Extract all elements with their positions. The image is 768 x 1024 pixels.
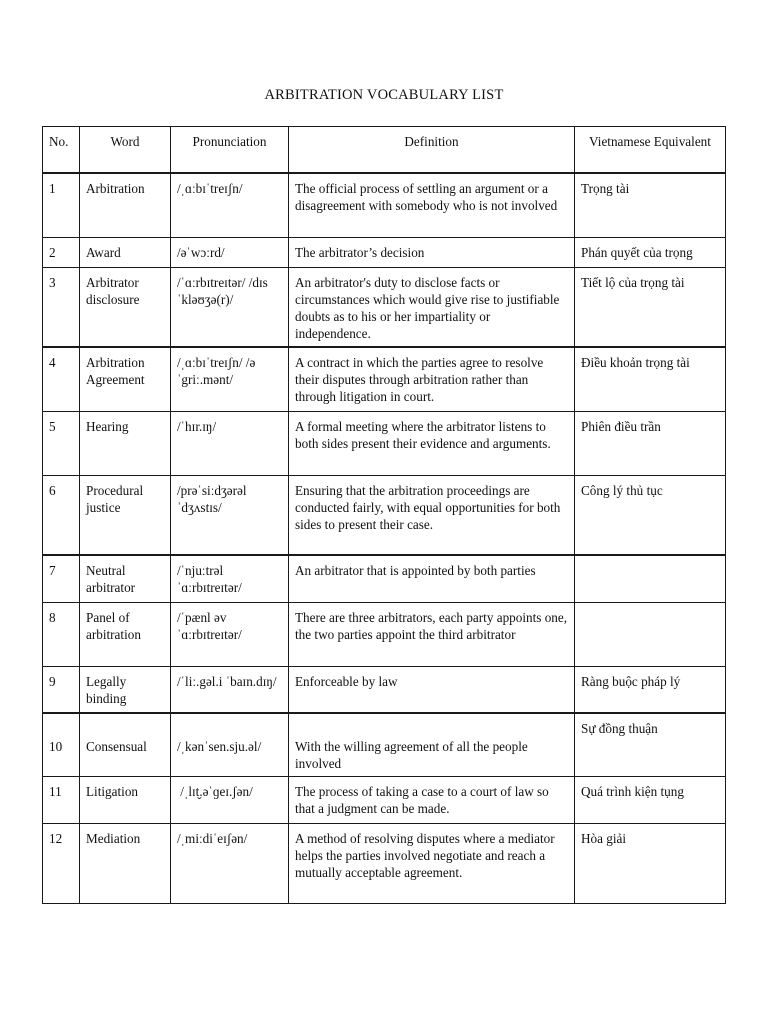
row-pronunciation: /ˌmiːdiˈeɪʃən/ — [171, 824, 289, 904]
table-row — [43, 173, 726, 237]
row-pronunciation: /prəˈsiːdʒərəl ˈdʒʌstɪs/ — [171, 475, 289, 555]
row-pronunciation: /ˈhɪr.ɪŋ/ — [171, 411, 289, 475]
row-number: 9 — [43, 666, 80, 713]
row-pronunciation: /ˌlɪt̬.əˈɡeɪ.ʃən/ — [171, 777, 289, 824]
table-row — [43, 666, 726, 713]
row-word: Arbitration Agreement — [80, 347, 171, 411]
header-pronunciation: Pronunciation — [171, 127, 289, 174]
row-word: Mediation — [80, 824, 171, 904]
row-pronunciation: /ˌɑːbɪˈtreɪʃn/ — [171, 173, 289, 237]
row-number: 12 — [43, 824, 80, 904]
vocabulary-rows — [43, 173, 726, 904]
row-definition: The arbitrator’s decision — [289, 237, 575, 267]
header-vietnamese: Vietnamese Equivalent — [575, 127, 726, 174]
row-vietnamese: Công lý thủ tục — [575, 475, 726, 555]
row-number: 3 — [43, 267, 80, 347]
table-row — [43, 602, 726, 666]
row-vietnamese: Phán quyết của trọng — [575, 237, 726, 267]
table-row — [43, 824, 726, 904]
row-definition: With the willing agreement of all the people involved — [289, 713, 575, 777]
row-vietnamese: Phiên điều trần — [575, 411, 726, 475]
table-row — [43, 475, 726, 555]
table-row — [43, 237, 726, 267]
page-title: ARBITRATION VOCABULARY LIST — [264, 87, 504, 103]
row-vietnamese: Điều khoản trọng tài — [575, 347, 726, 411]
row-definition: Enforceable by law — [289, 666, 575, 713]
row-definition: The official process of settling an argument or a disagreement with somebody who is not involved — [289, 173, 575, 237]
row-pronunciation: /ˌkənˈsen.sju.əl/ — [171, 713, 289, 777]
header-no: No. — [43, 127, 80, 174]
row-number: 4 — [43, 347, 80, 411]
row-word: Consensual — [80, 713, 171, 777]
row-word: Procedural justice — [80, 475, 171, 555]
row-number: 7 — [43, 555, 80, 602]
row-pronunciation: /ˈliː.gəl.i ˈbaɪn.dɪŋ/ — [171, 666, 289, 713]
row-vietnamese: Hòa giải — [575, 824, 726, 904]
row-definition: Ensuring that the arbitration proceedings are conducted fairly, with equal opportunities for both sides to present their case. — [289, 475, 575, 555]
table-row — [43, 411, 726, 475]
table-header-row — [43, 127, 726, 174]
row-definition: An arbitrator that is appointed by both parties — [289, 555, 575, 602]
row-definition: A method of resolving disputes where a mediator helps the parties involved negotiate and reach a mutually acceptable agreement. — [289, 824, 575, 904]
table-row — [43, 267, 726, 347]
row-vietnamese: Tiết lộ của trọng tài — [575, 267, 726, 347]
table-row — [43, 713, 726, 777]
row-number: 6 — [43, 475, 80, 555]
row-word: Legally binding — [80, 666, 171, 713]
row-vietnamese: Sự đồng thuận — [575, 713, 726, 777]
row-word: Award — [80, 237, 171, 267]
row-vietnamese — [575, 602, 726, 666]
row-number: 11 — [43, 777, 80, 824]
row-definition: There are three arbitrators, each party appoints one, the two parties appoint the third arbitrator — [289, 602, 575, 666]
table-row — [43, 777, 726, 824]
row-pronunciation: /ˌɑːbɪˈtreɪʃn/ /əˈgriː.mənt/ — [171, 347, 289, 411]
row-number: 10 — [43, 713, 80, 777]
row-vietnamese: Ràng buộc pháp lý — [575, 666, 726, 713]
header-definition: Definition — [289, 127, 575, 174]
row-definition: A formal meeting where the arbitrator listens to both sides present their evidence and arguments. — [289, 411, 575, 475]
row-pronunciation: /əˈwɔːrd/ — [171, 237, 289, 267]
row-definition: A contract in which the parties agree to resolve their disputes through arbitration rather than through litigation in court. — [289, 347, 575, 411]
row-vietnamese: Quá trình kiện tụng — [575, 777, 726, 824]
row-number: 5 — [43, 411, 80, 475]
row-pronunciation: /ˈpænl əv ˈɑːrbɪtreɪtər/ — [171, 602, 289, 666]
row-word: Hearing — [80, 411, 171, 475]
row-vietnamese — [575, 555, 726, 602]
row-number: 8 — [43, 602, 80, 666]
row-word: Arbitrator disclosure — [80, 267, 171, 347]
row-pronunciation: /ˈnjuːtrəl ˈɑːrbɪtreɪtər/ — [171, 555, 289, 602]
table-row — [43, 347, 726, 411]
row-word: Litigation — [80, 777, 171, 824]
row-word: Arbitration — [80, 173, 171, 237]
row-word: Panel of arbitration — [80, 602, 171, 666]
row-definition: The process of taking a case to a court of law so that a judgment can be made. — [289, 777, 575, 824]
row-number: 2 — [43, 237, 80, 267]
row-word: Neutral arbitrator — [80, 555, 171, 602]
vocabulary-table — [42, 126, 726, 904]
row-vietnamese: Trọng tài — [575, 173, 726, 237]
row-pronunciation: /ˈɑːrbɪtreɪtər/ /dɪsˈkləʊʒə(r)/ — [171, 267, 289, 347]
header-word: Word — [80, 127, 171, 174]
row-definition: An arbitrator's duty to disclose facts or circumstances which would give rise to justifiable doubts as to his or her impartiality or independence. — [289, 267, 575, 347]
row-number: 1 — [43, 173, 80, 237]
table-row — [43, 555, 726, 602]
